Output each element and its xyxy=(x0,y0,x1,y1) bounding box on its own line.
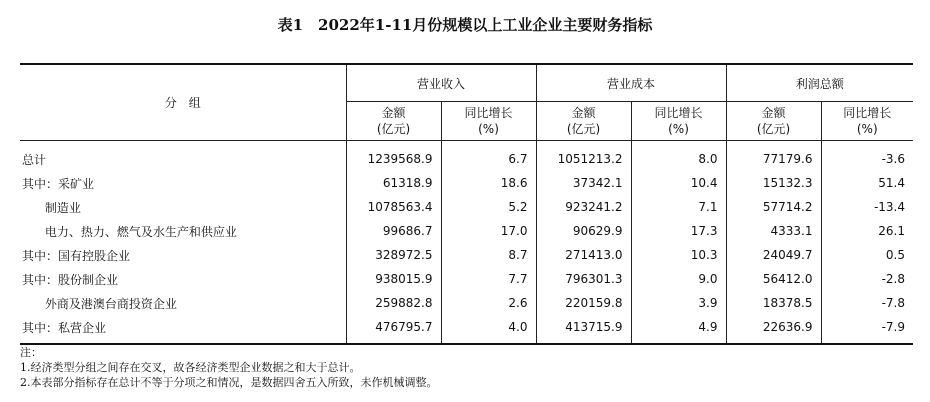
revenue-growth-header: 同比增长 (%) xyxy=(441,102,536,141)
cost-growth-cell: 3.9 xyxy=(631,291,726,315)
table-row xyxy=(20,219,913,243)
cost-growth-cell: 10.4 xyxy=(631,171,726,195)
cost-amount-cell: 220159.8 xyxy=(536,291,631,315)
revenue-amount-cell: 1239568.9 xyxy=(346,141,441,172)
table-row xyxy=(20,243,913,267)
table-row xyxy=(20,267,913,291)
revenue-growth-cell: 18.6 xyxy=(441,171,536,195)
table-row xyxy=(20,195,913,219)
profit-growth-cell: -7.9 xyxy=(821,315,913,344)
profit-growth-cell: 26.1 xyxy=(821,219,913,243)
note-2: 2.本表部分指标存在总计不等于分项之和情况，是数据四舍五入所致，未作机械调整。 xyxy=(20,376,438,389)
cost-growth-cell: 17.3 xyxy=(631,219,726,243)
row-label-cell: 其中：私营企业 xyxy=(20,315,346,344)
revenue-growth-cell: 17.0 xyxy=(441,219,536,243)
profit-amount-header: 金额 (亿元) xyxy=(726,102,821,141)
financial-indicators-table xyxy=(20,63,913,345)
row-label-cell: 其中：国有控股企业 xyxy=(20,243,346,267)
cost-amount-cell: 796301.3 xyxy=(536,267,631,291)
cost-growth-header: 同比增长 (%) xyxy=(631,102,726,141)
profit-growth-cell: -3.6 xyxy=(821,141,913,172)
table-row xyxy=(20,141,913,172)
profit-growth-cell: -7.8 xyxy=(821,291,913,315)
profit-growth-cell: 0.5 xyxy=(821,243,913,267)
row-label-cell: 制造业 xyxy=(20,195,346,219)
note-1: 1.经济类型分组之间存在交叉，故各经济类型企业数据之和大于总计。 xyxy=(20,361,361,374)
row-label-cell: 总计 xyxy=(20,141,346,172)
revenue-amount-cell: 99686.7 xyxy=(346,219,441,243)
cost-amount-cell: 923241.2 xyxy=(536,195,631,219)
cost-amount-cell: 1051213.2 xyxy=(536,141,631,172)
revenue-growth-cell: 8.7 xyxy=(441,243,536,267)
cost-growth-cell: 7.1 xyxy=(631,195,726,219)
profit-amount-cell: 77179.6 xyxy=(726,141,821,172)
cost-growth-cell: 8.0 xyxy=(631,141,726,172)
profit-amount-cell: 4333.1 xyxy=(726,219,821,243)
profit-amount-cell: 56412.0 xyxy=(726,267,821,291)
row-label-cell: 其中：采矿业 xyxy=(20,171,346,195)
cost-amount-cell: 90629.9 xyxy=(536,219,631,243)
cost-amount-cell: 271413.0 xyxy=(536,243,631,267)
revenue-growth-cell: 4.0 xyxy=(441,315,536,344)
profit-growth-cell: -13.4 xyxy=(821,195,913,219)
profit-amount-cell: 57714.2 xyxy=(726,195,821,219)
revenue-amount-cell: 938015.9 xyxy=(346,267,441,291)
profit-growth-cell: -2.8 xyxy=(821,267,913,291)
profit-amount-cell: 18378.5 xyxy=(726,291,821,315)
table-row xyxy=(20,171,913,195)
profit-growth-header: 同比增长 (%) xyxy=(821,102,913,141)
table-row xyxy=(20,291,913,315)
header-row-1 xyxy=(20,64,913,102)
cost-growth-cell: 4.9 xyxy=(631,315,726,344)
revenue-amount-header: 金额 (亿元) xyxy=(346,102,441,141)
table-title: 表1 2022年1-11月份规模以上工业企业主要财务指标 xyxy=(277,16,653,34)
revenue-growth-cell: 5.2 xyxy=(441,195,536,219)
cost-amount-cell: 37342.1 xyxy=(536,171,631,195)
profit-amount-cell: 15132.3 xyxy=(726,171,821,195)
revenue-growth-cell: 2.6 xyxy=(441,291,536,315)
group-header: 分 组 xyxy=(20,64,346,141)
profit-amount-cell: 22636.9 xyxy=(726,315,821,344)
row-label-cell: 其中：股份制企业 xyxy=(20,267,346,291)
revenue-header: 营业收入 xyxy=(346,64,536,102)
revenue-amount-cell: 328972.5 xyxy=(346,243,441,267)
profit-amount-cell: 24049.7 xyxy=(726,243,821,267)
table-body xyxy=(20,141,913,345)
cost-amount-header: 金额 (亿元) xyxy=(536,102,631,141)
revenue-amount-cell: 259882.8 xyxy=(346,291,441,315)
cost-amount-cell: 413715.9 xyxy=(536,315,631,344)
table-notes xyxy=(20,345,438,390)
revenue-growth-cell: 7.7 xyxy=(441,267,536,291)
revenue-growth-cell: 6.7 xyxy=(441,141,536,172)
notes-heading: 注： xyxy=(20,346,42,359)
row-label-cell: 外商及港澳台商投资企业 xyxy=(20,291,346,315)
revenue-amount-cell: 61318.9 xyxy=(346,171,441,195)
profit-growth-cell: 51.4 xyxy=(821,171,913,195)
table-row xyxy=(20,315,913,344)
cost-growth-cell: 10.3 xyxy=(631,243,726,267)
cost-growth-cell: 9.0 xyxy=(631,267,726,291)
profit-header: 利润总额 xyxy=(726,64,913,102)
row-label-cell: 电力、热力、燃气及水生产和供应业 xyxy=(20,219,346,243)
cost-header: 营业成本 xyxy=(536,64,726,102)
revenue-amount-cell: 1078563.4 xyxy=(346,195,441,219)
revenue-amount-cell: 476795.7 xyxy=(346,315,441,344)
